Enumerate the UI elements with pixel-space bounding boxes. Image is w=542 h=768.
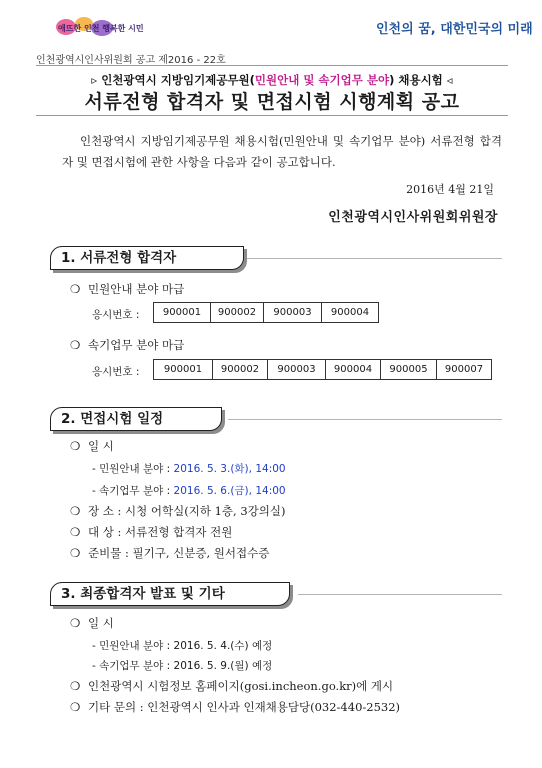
subtitle-prefix: ▹ 인천광역시 지방임기제공무원( [91, 73, 255, 87]
item-label: 일 시 [88, 616, 114, 630]
announcement-line: - 속기업무 분야 : 2016. 5. 9.(월) 예정 [92, 660, 273, 672]
section-title: 3. 최종합격자 발표 및 기타 [50, 582, 290, 606]
bullet-item [70, 337, 184, 353]
page-title: 서류전형 합격자 및 면접시험 시행계획 공고 [84, 91, 460, 113]
schedule-datetime: 2016. 5. 6.(금), 14:00 [173, 485, 286, 497]
applicant-id-cell: 900002 [211, 303, 264, 323]
schedule-field: - 민원안내 분야 : [92, 463, 174, 475]
bullet-circle-icon: ❍ [70, 338, 81, 352]
subtitle [36, 72, 508, 88]
applicant-id-cell: 900004 [326, 360, 381, 380]
applicant-id-cell: 900003 [268, 360, 326, 380]
subtitle-suffix: ) 채용시험 ◃ [389, 73, 453, 87]
applicant-id-cell: 900005 [381, 360, 437, 380]
bullet-circle-icon: ❍ [70, 504, 81, 518]
schedule-field: - 속기업무 분야 : [92, 485, 174, 497]
applicant-id-table [153, 302, 379, 323]
incheon-city-logo [374, 12, 533, 42]
section-heading [50, 246, 508, 270]
bullet-item [70, 438, 114, 454]
logo-right-text: 인천의 꿈, 대한민국의 미래 [376, 22, 533, 37]
schedule-datetime: 2016. 5. 3.(화), 14:00 [173, 463, 286, 475]
announcement-line: - 민원안내 분야 : 2016. 5. 4.(수) 예정 [92, 640, 273, 652]
bullet-circle-icon: ❍ [70, 282, 81, 296]
section-rule [240, 258, 502, 259]
notice-date: 2016년 4월 21일 [406, 183, 494, 196]
applicant-number-label: 응시번호 : [92, 366, 140, 378]
applicant-number-label: 응시번호 : [92, 309, 140, 321]
applicant-id-cell: 900001 [154, 360, 213, 380]
bullet-item [70, 524, 232, 540]
bullet-circle-icon: ❍ [70, 700, 81, 714]
item-label: 기타 문의 : 인천광역시 인사과 인재채용담당(032-440-2532) [88, 700, 401, 714]
bullet-circle-icon: ❍ [70, 616, 81, 630]
logo-left-text: 애뜨한 인천 행복한 시민 [58, 24, 144, 33]
schedule-line [92, 461, 286, 476]
item-label: 준비물 : 필기구, 신분증, 원서접수증 [88, 546, 270, 560]
bullet-circle-icon: ❍ [70, 439, 81, 453]
applicant-id-table [153, 359, 492, 380]
applicant-id-cell: 900002 [213, 360, 268, 380]
bullet-item [70, 503, 286, 519]
item-label: 인천광역시 시험정보 홈페이지(gosi.incheon.go.kr)에 게시 [88, 679, 394, 693]
item-label: 일 시 [88, 439, 114, 453]
intro-paragraph: 인천광역시 지방임기제공무원 채용시험(민원안내 및 속기업무 분야) 서류전형 합격자 및 면접시험에 관한 사항을 다음과 같이 공고합니다. [62, 134, 502, 169]
bullet-item [70, 615, 114, 631]
bullet-circle-icon: ❍ [70, 679, 81, 693]
item-label: 대 상 : 서류전형 합격자 전원 [88, 525, 233, 539]
bullet-circle-icon: ❍ [70, 546, 81, 560]
item-label: 장 소 : 시청 어학실(지하 1층, 3강의실) [88, 504, 286, 518]
applicant-id-cell: 900007 [437, 360, 492, 380]
issuer: 인천광역시인사위원회위원장 [328, 210, 498, 225]
bullet-item [70, 545, 269, 561]
applicant-id-cell: 900004 [322, 303, 379, 323]
divider [36, 115, 508, 116]
bullet-item [70, 281, 184, 297]
applicant-id-cell: 900001 [154, 303, 211, 323]
section-rule [298, 594, 502, 595]
bullet-item [70, 699, 400, 715]
bullet-circle-icon: ❍ [70, 525, 81, 539]
section-title: 1. 서류전형 합격자 [50, 246, 244, 270]
section-heading [50, 407, 508, 431]
group-title: 속기업무 분야 마급 [88, 338, 185, 352]
section-rule [228, 419, 502, 420]
subtitle-highlight: 민원안내 및 속기업무 분야 [254, 73, 390, 87]
applicant-id-cell: 900003 [264, 303, 322, 323]
divider [36, 65, 508, 66]
notice-number: 인천광역시인사위원회 공고 제2016 - 22호 [36, 55, 226, 66]
section-heading [50, 582, 508, 606]
incheon-slogan-logo [54, 14, 144, 40]
schedule-line [92, 483, 286, 498]
bullet-item [70, 678, 393, 694]
section-title: 2. 면접시험 일정 [50, 407, 222, 431]
group-title: 민원안내 분야 마급 [88, 282, 185, 296]
